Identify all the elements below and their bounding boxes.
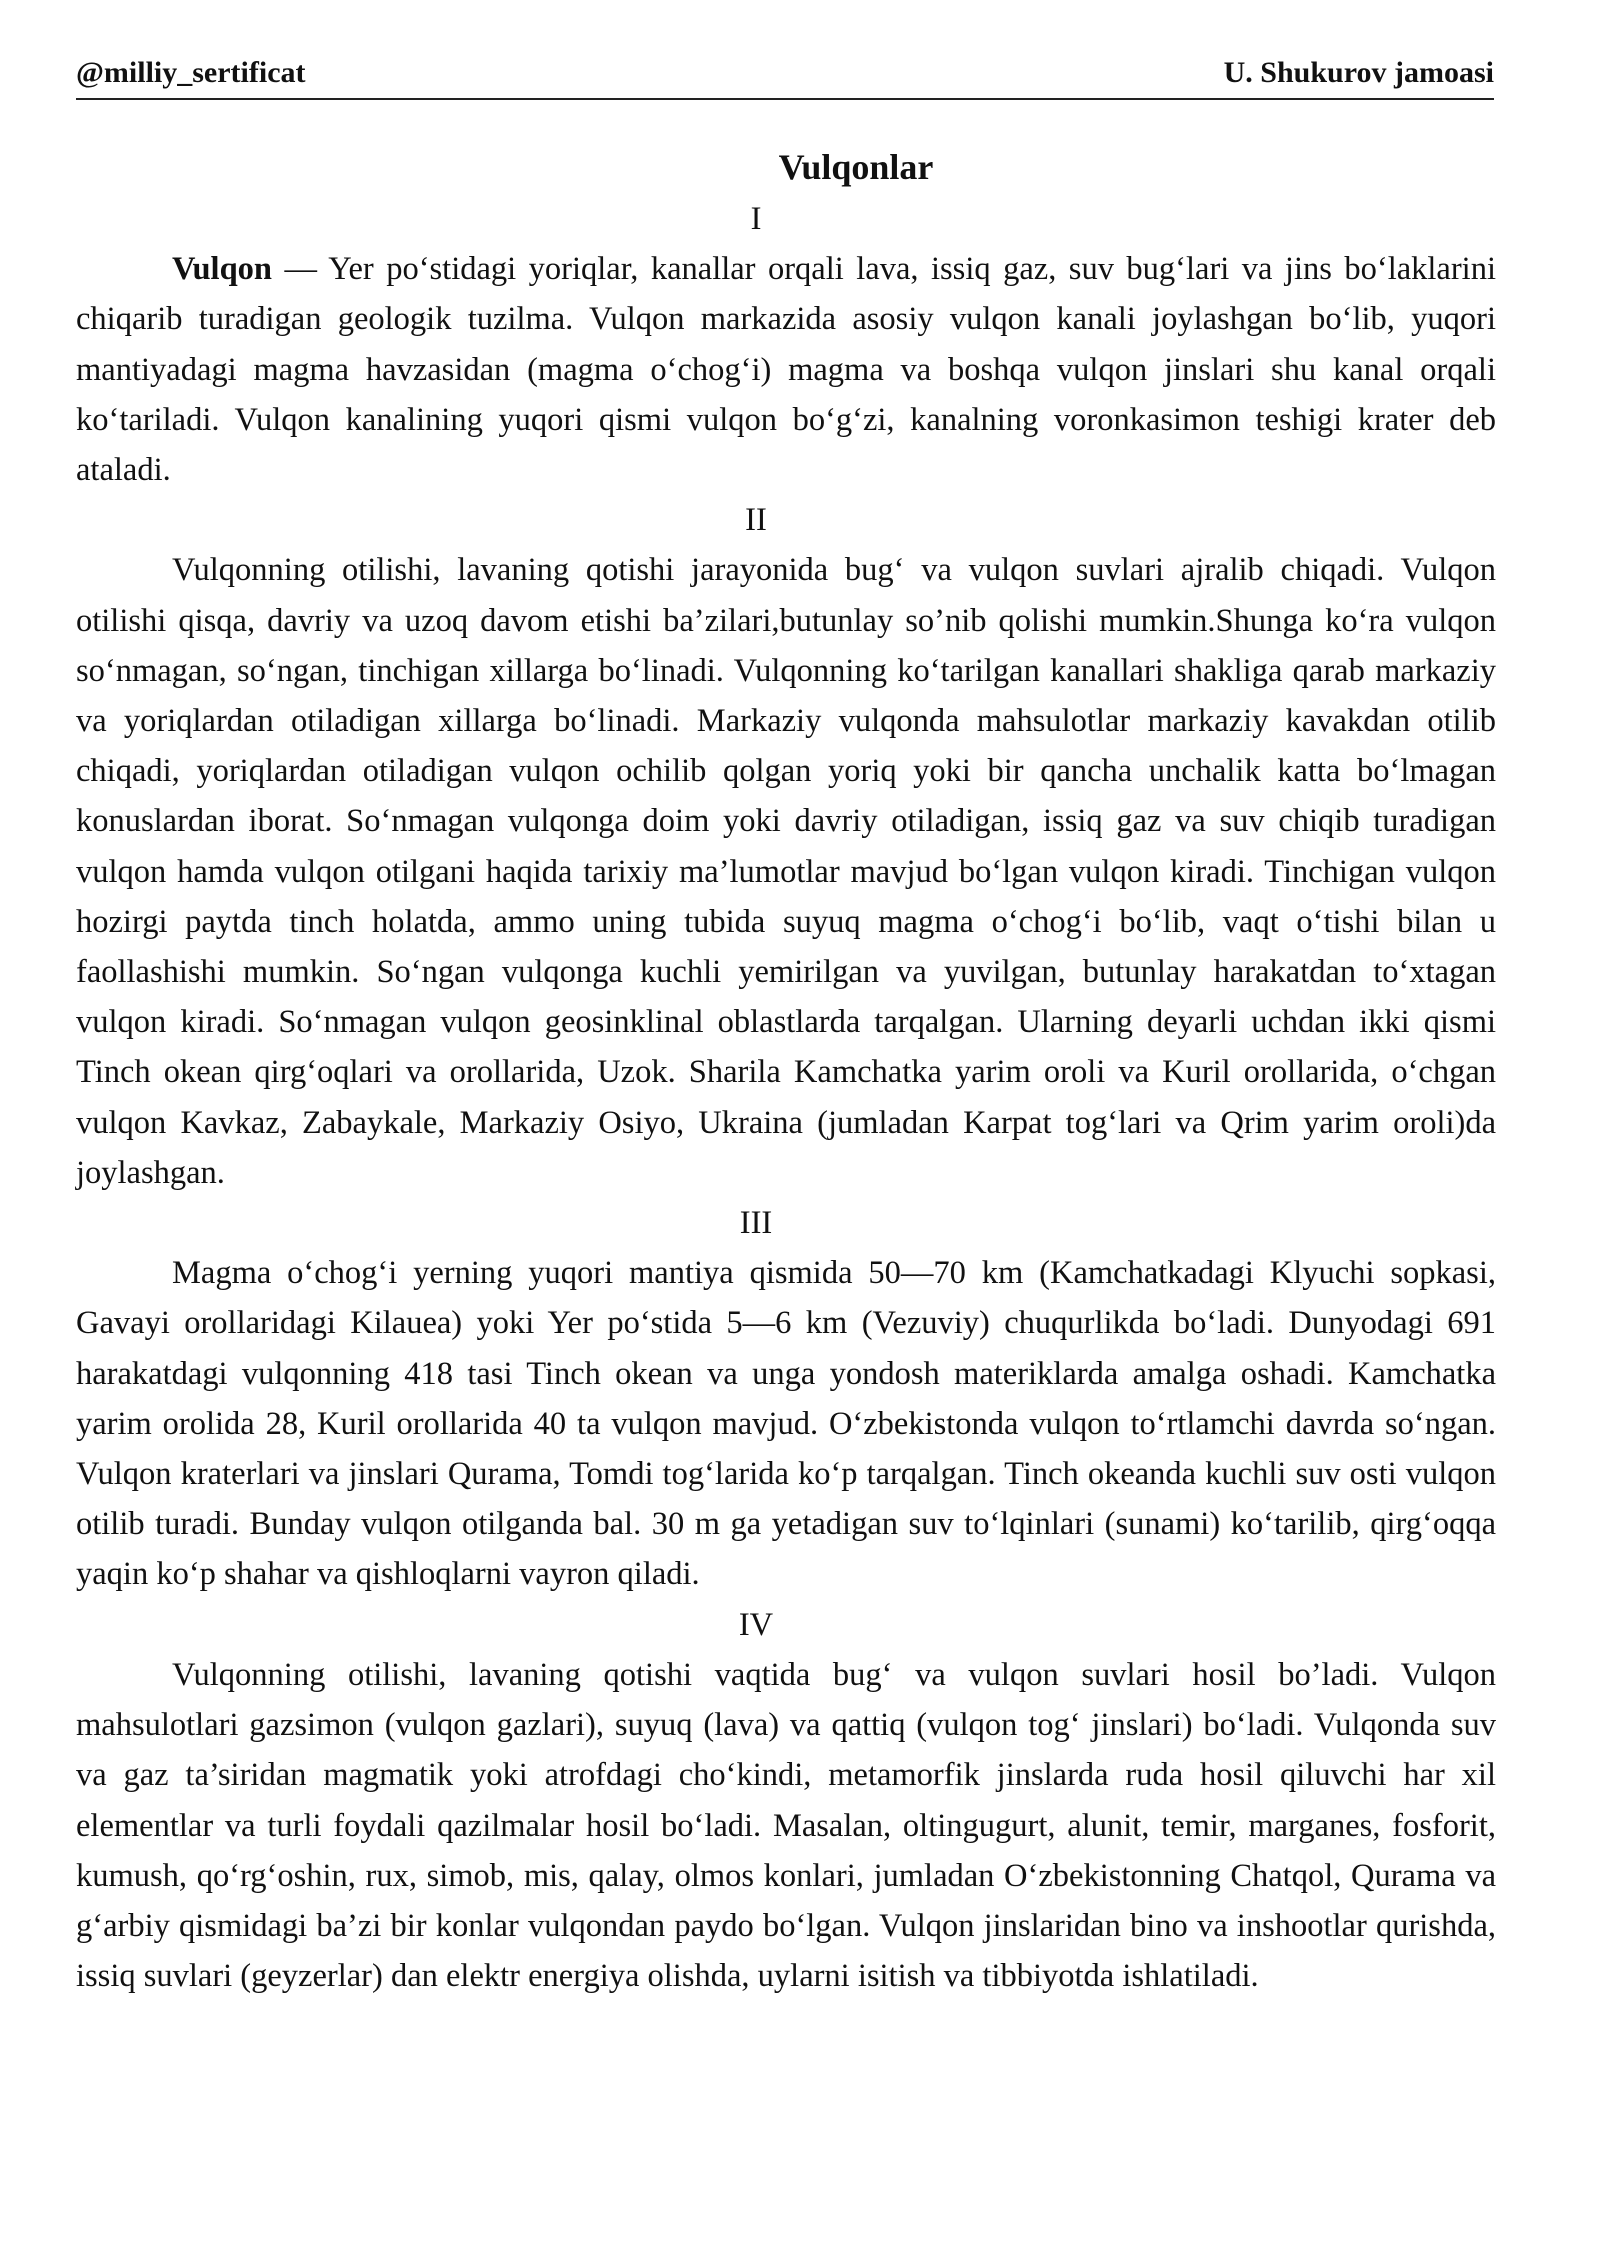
section-4-paragraph: Vulqonning otilishi, lavaning qotishi vaqtida bug‘ va vulqon suvlari hosil bo’ladi. Vulqon mahsulotlari gazsimon (vulqon gazlari), suyuq (lava) va qattiq (vulqon tog‘ jinslari) bo‘ladi. Vulqonda suv va gaz ta’siridan magmatik yoki atrofdagi cho‘kindi, metamorfik jinslarda ruda hosil qiluvchi har xil elementlar va turli foydali qazilmalar hosil bo‘ladi. Masalan, oltingugurt, alunit, temir, marganes, fosforit, kumush, qo‘rg‘oshin, rux, simob, mis, qalay, olmos konlari, jumladan O‘zbekistonning Chatqol, Qurama va g‘arbiy qismidagi ba’zi bir konlar vulqondan paydo bo‘lgan. Vulqon jinslaridan bino va inshootlar qurishda, issiq suvlari (geyzerlar) dan elektr energiya olishda, uylarni isitish va tibbiyotda ishlatiladi.: [76, 1656, 1496, 1995]
section-3-paragraph: Magma o‘chog‘i yerning yuqori mantiya qismida 50—70 km (Kamchatkadagi Klyuchi sopkasi, Gavayi orollaridagi Kilauea) yoki Yer po‘stida 5—6 km (Vezuviy) chuqurlikda bo‘ladi. Dunyodagi 691 harakatdagi vulqonning 418 tasi Tinch okean va unga yondosh materiklarda amalga oshadi. Kamchatka yarim orolida 28, Kuril orollarida 40 ta vulqon mavjud. O‘zbekistonda vulqon to‘rtlamchi davrda so‘ngan. Vulqon krаterlari va jinslari Qurama, Tomdi tog‘larida ko‘p tarqalgan. Tinch okeanda kuchli suv osti vulqon otilib turadi. Bunday vulqon otilganda bal. 30 m ga yetadigan suv to‘lqinlari (sunami) ko‘tarilib, qirg‘oqqa yaqin ko‘p shahar va qishloqlarni vayron qiladi.: [76, 1255, 1496, 1593]
document-title: Vulqonlar: [778, 147, 934, 187]
section-2-paragraph: Vulqonning otilishi, lavaning qotishi jarayonida bug‘ va vulqon suvlari ajralib chiqadi. Vulqon otilishi qisqa, davriy va uzoq davom etishi ba’zilari,butunlay so’nib qolishi mumkin.Shunga ko‘ra vulqon so‘nmagan, so‘ngan, tinchigan xillarga bo‘linadi. Vulqonning ko‘tarilgan kanallari shakliga qarab markaziy va yoriqlardan otiladigan xillarga bo‘linadi. Markaziy vulqonda mahsulotlar markaziy kavakdan otilib chiqadi, yoriqlardan otiladigan vulqon ochilib qolgan yoriq yoki bir qancha unchalik katta bo‘lmagan konuslardan iborat. So‘nmagan vulqonga doim yoki davriy otiladigan, issiq gaz va suv chiqib turadigan vulqon hamda vulqon otilgani haqida tarixiy ma’lumotlar mavjud bo‘lgan vulqon kiradi. Tinchigan vulqon hozirgi paytda tinch holatda, ammo uning tubida suyuq magma o‘chog‘i bo‘lib, vaqt o‘tishi bilan u faollashishi mumkin. So‘ngan vulqonga kuchli yemirilgan va yuvilgan, butunlay harakatdan to‘xtagan vulqon kiradi. So‘nmagan vulqon geosinklinal oblastlarda tarqalgan. Ularning deyarli uchdan ikki qismi Tinch okean qirg‘oqlari va orollarida, Uzok. Sharila Kamchatka yarim oroli va Kuril orollarida, o‘chgan vulqon Kavkaz, Zabaykale, Markaziy Osiyo, Ukraina (jumladan Karpat tog‘lari va Qrim yarim oroli)da joylashgan.: [76, 552, 1496, 1191]
header-channel-name: @milliy_sertificat: [76, 56, 306, 89]
page-header: [76, 56, 1494, 100]
section-number-2: II: [745, 502, 767, 539]
defined-term: Vulqon: [172, 251, 272, 288]
section-number-3: III: [739, 1205, 773, 1242]
document-body: [76, 140, 1496, 2001]
section-number-1: I: [750, 201, 762, 237]
section-1-text: — Yer po‘stidagi yoriqlar, kanallar orqali lava, issiq gaz, suv bug‘lari va jins bo‘laklarini chiqarib turadigan geologik tuzilma. Vulqon markazida asosiy vulqon kanali joylashgan bo‘lib, yuqori mantiyadagi magma havzasidan (magma o‘chog‘i) magma va boshqa vulqon jinslari shu kanal orqali ko‘tariladi. Vulqon kanalining yuqori qismi vulqon bo‘g‘zi, kanalning voronkasimon teshigi krater deb ataladi.: [76, 251, 1496, 489]
section-number-4: IV: [738, 1606, 774, 1643]
header-author: U. Shukurov jamoasi: [1223, 56, 1494, 89]
section-1-paragraph: [76, 244, 1496, 495]
